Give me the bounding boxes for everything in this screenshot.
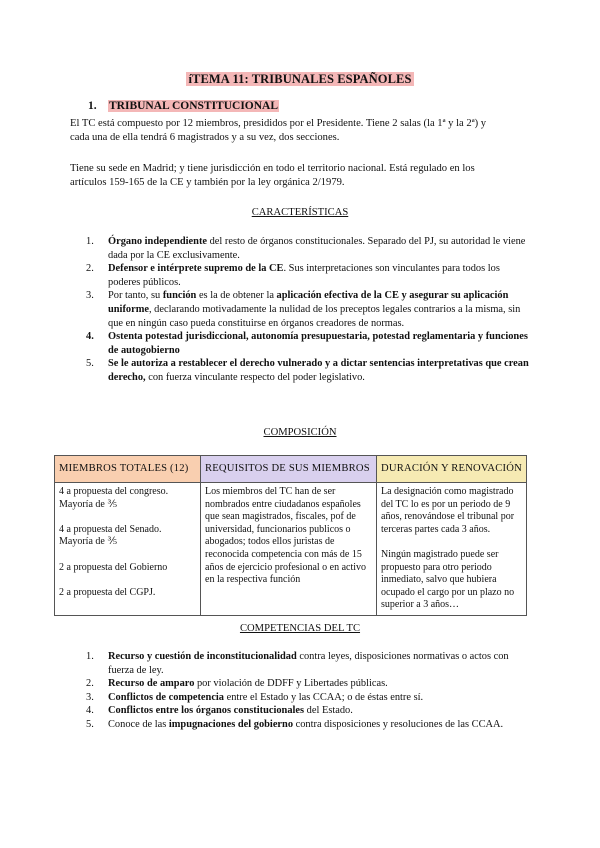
list-item: 5. Se le autoriza a restablecer el derecho vulnerado y a dictar sentencias interpretativas que crean derecho, con fuerza vinculante respecto del poder legislativo. [86, 358, 529, 383]
list-item: 1. Órgano independiente del resto de órganos constitucionales. Separado del PJ, su autoridad le viene dada por la CE exclusivamente. [86, 236, 526, 261]
paragraph-sede: Tiene su sede en Madrid; y tiene jurisdicción en todo el territorio nacional. Está regulado en los artículos 159-165 de la CE y también por la ley orgánica 2/1979. [70, 163, 475, 188]
list-item: 4. Ostenta potestad jurisdiccional, autonomía presupuestaria, potestad reglamentaria y funciones de autogobierno [86, 331, 528, 356]
competencias-heading: COMPETENCIAS DEL TC [239, 623, 361, 634]
list-item: 4. Conflictos entre los órganos constitucionales del Estado. [86, 705, 353, 717]
list-item: 5. Conoce de las impugnaciones del gobierno contra disposiciones y resoluciones de las CCAA. [86, 718, 504, 730]
caracteristicas-heading: CARACTERÍSTICAS [251, 207, 349, 218]
list-item: 2. Defensor e intérprete supremo de la CE. Sus interpretaciones son vinculantes para todos los poderes públicos. [86, 263, 500, 288]
table-header-requisitos: REQUISITOS DE SUS MIEMBROS [201, 456, 377, 483]
section-heading-tribunal-constitucional: 1. TRIBUNAL CONSTITUCIONAL [88, 100, 279, 112]
table-cell-duracion: La designación como magistrado del TC lo es por un periodo de 9 años, renovándose el tribunal por terceras partes cada 3 años. Ningún magistrado puede ser propuesto para otro periodo inmediato, salvo que hubiera ocupado el cargo por un plazo no superior a 3 años… [377, 483, 527, 616]
document-title: íTEMA 11: TRIBUNALES ESPAÑOLES [188, 72, 412, 86]
paragraph-composicion-tc: El TC está compuesto por 12 miembros, presididos por el Presidente. Tiene 2 salas (la 1ª y la 2ª) y cada una de ella tendrá 6 magistrados y a su vez, dos secciones. [70, 118, 487, 143]
list-item: 3. Por tanto, su función es la de obtener la aplicación efectiva de la CE y asegurar su aplicación uniforme, declarando motivadamente la nulidad de los preceptos legales contrarios a la misma, sin que en ningún caso pueda constituirse en órganos creadores de normas. [86, 290, 521, 329]
table-header-duracion: DURACIÓN Y RENOVACIÓN [377, 456, 527, 483]
table-cell-miembros: 4 a propuesta del congreso. Mayoría de ⅗ 4 a propuesta del Senado. Mayoría de ⅗ 2 a propuesta del Gobierno 2 a propuesta del CGPJ. [55, 483, 201, 616]
list-item: 2. Recurso de amparo por violación de DDFF y Libertades públicas. [86, 678, 388, 690]
caracteristicas-list [86, 235, 534, 385]
table-header-miembros: MIEMBROS TOTALES (12) [55, 456, 201, 483]
composicion-table [54, 455, 527, 616]
composicion-heading: COMPOSICIÓN [263, 427, 337, 438]
table-cell-requisitos: Los miembros del TC han de ser nombrados entre ciudadanos españoles que sean magistrados, fiscales, pof de universidad, funcionarios publicos o abogados; todos ellos juristas de reconocida competencia con más de 15 años de ejercicio profesional o en activo en la respectiva función [201, 483, 377, 616]
competencias-list [86, 650, 534, 732]
list-item: 3. Conflictos de competencia entre el Estado y las CCAA; o de éstas entre sí. [86, 691, 424, 703]
list-item: 1. Recurso y cuestión de inconstitucionalidad contra leyes, disposiciones normativas o actos con fuerza de ley. [86, 651, 509, 676]
